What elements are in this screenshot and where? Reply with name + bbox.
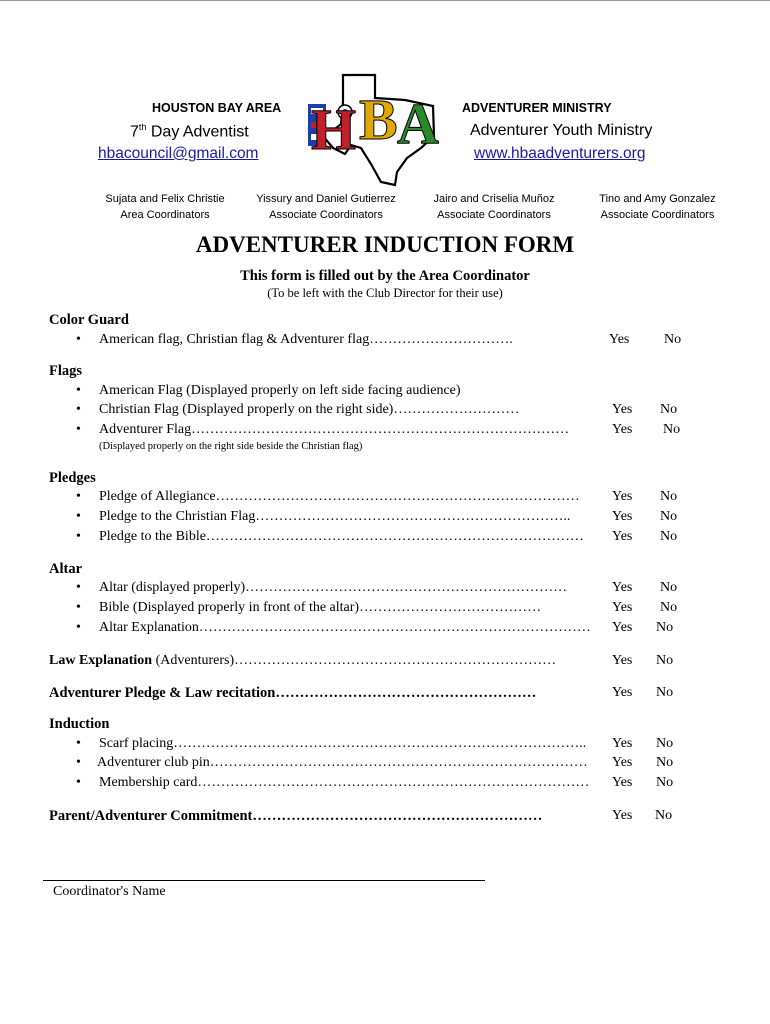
yes-option[interactable]: Yes: [612, 422, 633, 437]
item-color-guard-flags: American flag, Christian flag & Adventurer flag………………………….: [99, 332, 513, 347]
yes-option[interactable]: Yes: [612, 755, 633, 770]
no-option[interactable]: No: [660, 489, 678, 504]
section-heading-flags: Flags: [49, 363, 83, 379]
yes-option[interactable]: Yes: [612, 685, 633, 700]
adventurer-flag-note: (Displayed properly on the right side beside the Christian flag): [99, 441, 363, 452]
bullet: •: [76, 383, 81, 398]
item-bible-displayed: Bible (Displayed properly in front of the altar)…………………………………: [99, 600, 542, 615]
coordinator-names: Yissury and Daniel Gutierrez: [256, 193, 396, 205]
form-subtitle: This form is filled out by the Area Coordinator: [240, 268, 530, 284]
coordinator-names: Jairo and Criselia Muñoz: [433, 193, 555, 205]
item-law-explanation: Law Explanation (Adventurers)……………………………………………………………: [49, 653, 557, 668]
logo-letter-a: A: [397, 91, 439, 156]
council-email-link[interactable]: hbacouncil@gmail.com: [98, 145, 259, 162]
header-left-subtitle: 7th Day Adventist: [130, 122, 249, 141]
item-pledge-bible: Pledge to the Bible………………………………………………………………………: [99, 529, 584, 544]
no-option[interactable]: No: [660, 529, 678, 544]
bullet: •: [76, 620, 81, 635]
no-option[interactable]: No: [656, 775, 674, 790]
coordinator-role: Associate Coordinators: [437, 209, 551, 221]
item-pledge-allegiance: Pledge of Allegiance……………………………………………………………………: [99, 489, 580, 504]
item-altar-explanation: Altar Explanation…………………………………………………………………………: [99, 620, 591, 635]
header-right-subtitle: Adventurer Youth Ministry: [470, 122, 653, 139]
section-heading-induction: Induction: [49, 716, 110, 732]
item-membership-card: Membership card…………………………………………………………………………: [99, 775, 590, 790]
yes-option[interactable]: Yes: [612, 402, 633, 417]
no-option[interactable]: No: [656, 620, 674, 635]
coordinator-role: Associate Coordinators: [600, 209, 715, 221]
yes-option[interactable]: Yes: [612, 600, 633, 615]
item-adventurer-club-pin: Adventurer club pin………………………………………………………………………: [97, 755, 588, 770]
item-pledge-law-recitation: Adventurer Pledge & Law recitation………………………………………………: [49, 685, 537, 701]
no-option[interactable]: No: [656, 685, 674, 700]
yes-option[interactable]: Yes: [612, 620, 633, 635]
logo-letter-b: B: [359, 87, 398, 152]
bullet: •: [76, 332, 81, 347]
item-pledge-christian-flag: Pledge to the Christian Flag…………………………………………………………..: [99, 509, 571, 524]
top-border: [0, 0, 770, 1]
no-option[interactable]: No: [655, 808, 673, 823]
section-heading-pledges: Pledges: [49, 470, 96, 486]
yes-option[interactable]: Yes: [609, 332, 630, 347]
hba-logo: [305, 72, 445, 187]
item-scarf-placing: Scarf placing……………………………………………………………………………..: [99, 736, 587, 751]
yes-option[interactable]: Yes: [612, 653, 633, 668]
coordinator-block: [575, 191, 740, 223]
yes-option[interactable]: Yes: [612, 529, 633, 544]
no-option[interactable]: No: [660, 600, 678, 615]
item-adventurer-flag: Adventurer Flag………………………………………………………………………: [99, 422, 570, 437]
coordinator-role: Associate Coordinators: [269, 209, 383, 221]
bullet: •: [76, 755, 81, 770]
no-option[interactable]: No: [663, 422, 681, 437]
header-left-title: HOUSTON BAY AREA: [152, 101, 282, 115]
coordinator-block: [240, 191, 412, 223]
bullet: •: [76, 489, 81, 504]
bullet: •: [76, 529, 81, 544]
adventurers-website-link[interactable]: www.hbaadventurers.org: [474, 145, 646, 162]
no-option[interactable]: No: [660, 580, 678, 595]
coordinator-role: Area Coordinators: [120, 209, 210, 221]
section-heading-altar: Altar: [49, 561, 83, 577]
yes-option[interactable]: Yes: [612, 775, 633, 790]
bullet: •: [76, 580, 81, 595]
coordinator-names: Tino and Amy Gonzalez: [599, 193, 716, 205]
no-option[interactable]: No: [656, 755, 674, 770]
coordinator-name-label: Coordinator's Name: [53, 884, 166, 899]
form-title: ADVENTURER INDUCTION FORM: [195, 232, 575, 257]
yes-option[interactable]: Yes: [612, 509, 633, 524]
logo-letter-h: H: [311, 97, 357, 162]
header-right-title: ADVENTURER MINISTRY: [462, 101, 612, 115]
no-option[interactable]: No: [660, 509, 678, 524]
bullet: •: [76, 736, 81, 751]
coordinator-names: Sujata and Felix Christie: [105, 193, 225, 205]
yes-option[interactable]: Yes: [612, 736, 633, 751]
item-altar-displayed: Altar (displayed properly)……………………………………………………………: [99, 580, 568, 595]
yes-option[interactable]: Yes: [612, 489, 633, 504]
bullet: •: [76, 775, 81, 790]
item-american-flag: American Flag (Displayed properly on left side facing audience): [99, 383, 461, 398]
no-option[interactable]: No: [660, 402, 678, 417]
coordinator-block: [80, 191, 250, 223]
coordinator-block: [411, 191, 577, 223]
no-option[interactable]: No: [656, 653, 674, 668]
yes-option[interactable]: Yes: [612, 808, 633, 823]
bullet: •: [76, 600, 81, 615]
form-subtitle-note: (To be left with the Club Director for their use): [267, 286, 503, 300]
item-christian-flag: Christian Flag (Displayed properly on the right side)………………………: [99, 402, 520, 417]
bullet: •: [76, 422, 81, 437]
yes-option[interactable]: Yes: [612, 580, 633, 595]
bullet: •: [76, 509, 81, 524]
section-heading-color-guard: Color Guard: [49, 312, 129, 328]
no-option[interactable]: No: [664, 332, 682, 347]
bullet: •: [76, 402, 81, 417]
item-parent-adventurer-commitment: Parent/Adventurer Commitment……………………………………………………: [49, 808, 543, 824]
coordinator-signature-line[interactable]: [43, 880, 485, 881]
no-option[interactable]: No: [656, 736, 674, 751]
